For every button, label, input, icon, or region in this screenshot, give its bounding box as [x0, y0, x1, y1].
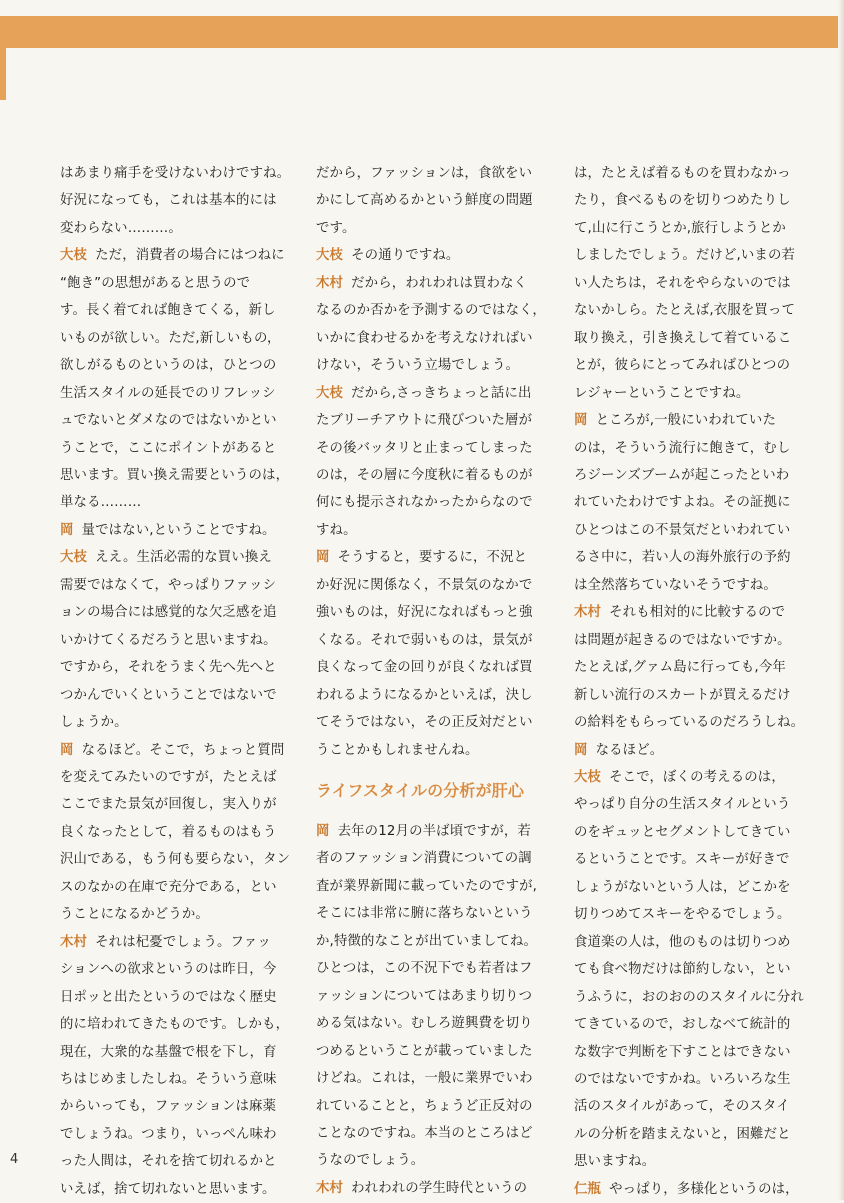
dialogue-paragraph [60, 544, 298, 736]
dialogue-text: ええ。生活必需的な買い換え 需要ではなくて，やっぱりファッシ ョンの場合には感覚的な欠乏感を追 いかけてくるだろうと思いますね。 ですから，それをうまく先へ先へと つかんでいくということではないで しょうか。 [60, 550, 277, 731]
speaker-name: 岡 [316, 550, 330, 566]
dialogue-text: はあまり痛手を受けないわけですね。 好況になっても，これは基本的には 変わらない………。 [60, 166, 291, 236]
dialogue-text: そうすると，要するに，不況と か好況に関係なく，不景気のなかで 強いものは，好況になればもっと強 くなる。それで弱いものは，景気が 良くなって金の回りが良くなれば買 われるようになるかといえば，決し てそうではない，その正反対だとい うことかもしれませんね。 [316, 550, 533, 758]
speaker-name: 岡 [60, 742, 74, 758]
speaker-name: 大枝 [316, 248, 344, 264]
speaker-name: 岡 [316, 823, 330, 839]
dialogue-text: やっぱり，多様化というのは， [609, 1181, 799, 1197]
dialogue-paragraph [316, 380, 554, 545]
dialogue-text: ただ，消費者の場合にはつねに “飽き”の思想があると思うので す。長く着てれば飽きてくる，新し いものが欲しい。ただ,新しいもの， 欲しがるものというのは，ひとつの 生活スタイルの延長でのリフレッシ ュでないとダメなのではないかとい うことで，ここにポイントがあると 思います。買い換え需要というのは， 単なる……… [60, 248, 290, 511]
page-edge-shadow [838, 0, 844, 1200]
dialogue-text: だから,さっきちょっと話に出 たブリーチアウトに飛びついた層が その後バッタリと止まってしまった のは，その層に今度秋に着るものが 何にも提示されなかったからなので すね。 [316, 385, 533, 538]
section-heading: ライフスタイルの分析が肝心 [316, 780, 525, 800]
dialogue-paragraph [316, 270, 554, 380]
dialogue-paragraph [60, 737, 298, 929]
dialogue-text: なるほど。そこで，ちょっと質問 を変えてみたいのですが，たとえば ここでまた景気が回復し，実入りが 良くなったとして，着るものはもう 沢山である，もう何も要らない，タン スのなかの在庫で充分である，とい うことになるかどうか。 [60, 742, 291, 923]
dialogue-paragraph [574, 407, 812, 599]
dialogue-text: は，たとえば着るものを買わなかっ たり，食べるものを切りつめたりし て,山に行こうとか,旅行しようとか しましたでしょう。だけど,いまの若 い人たちは，それをやらないのでは ないかしら。たとえば,衣服を買って 取り換え，引き換えして着ているこ とが，彼らにとってみればひとつの レジャーということですね。 [574, 166, 796, 401]
dialogue-text: それは杞憂でしょう。ファッ ションへの欲求というのは昨日，今 日ポッと出たというのではなく歴史 的に培われてきたものです。しかも， 現在，大衆的な基盤で根を下し，育 ちはじめましたしね。そういう意味 からいっても，ファッションは麻薬 でしょうね。つまり，いっぺん味わ った人間は，それを捨て切れるかと いえば，捨て切れないと思います。 [60, 934, 290, 1197]
dialogue-text: それも相対的に比較するので は問題が起きるのではないですか。 たとえば,グァム島に行っても,今年 新しい流行のスカートが買えるだけ の給料をもらっているのだろうしね。 [574, 605, 805, 731]
dialogue-paragraph [316, 818, 554, 1175]
dialogue-text: なるほど。 [595, 742, 664, 758]
speaker-name: 大枝 [316, 385, 344, 401]
dialogue-paragraph [316, 1175, 554, 1202]
dialogue-paragraph [316, 160, 554, 242]
dialogue-paragraph [316, 544, 554, 764]
dialogue-paragraph [574, 160, 812, 407]
left-color-notch [0, 48, 6, 100]
speaker-name: 木村 [316, 275, 344, 291]
speaker-name: 岡 [574, 742, 588, 758]
dialogue-paragraph [60, 517, 298, 544]
speaker-name: 仁瓶 [574, 1181, 602, 1197]
dialogue-paragraph [574, 1176, 812, 1203]
page-number: 4 [10, 1152, 19, 1167]
dialogue-text: だから，ファッションは，食欲をい かにして高めるかという鮮度の問題 です。 [316, 166, 533, 236]
dialogue-text: だから，われわれは買わなく なるのか否かを予測するのではなく， いかに食わせるかを考えなければい けない，そういう立場でしょう。 [316, 275, 546, 374]
dialogue-text: その通りですね。 [351, 248, 460, 264]
text-column-3 [574, 160, 812, 1203]
speaker-name: 木村 [316, 1180, 344, 1196]
dialogue-paragraph [60, 160, 298, 242]
dialogue-paragraph [60, 242, 298, 517]
dialogue-paragraph [574, 599, 812, 736]
dialogue-paragraph [574, 764, 812, 1176]
text-column-1 [60, 160, 298, 1203]
dialogue-paragraph [574, 737, 812, 764]
speaker-name: 木村 [574, 605, 602, 621]
dialogue-text: 量ではない,ということですね。 [81, 522, 276, 538]
dialogue-text: われわれの学生時代というの [351, 1180, 528, 1196]
dialogue-paragraph [316, 242, 554, 269]
speaker-name: 大枝 [60, 550, 88, 566]
speaker-name: 大枝 [574, 769, 602, 785]
dialogue-text: ところが,一般にいわれていた のは，そういう流行に飽きて，むし ろジーンズブームが起こったといわ れていたわけですよね。その証拠に ひとつはこの不景気だといわれてい るさ中に，若い人の海外旅行の予約 は全然落ちていないそうですね。 [574, 413, 791, 593]
speaker-name: 大枝 [60, 248, 88, 264]
dialogue-paragraph [60, 929, 298, 1203]
speaker-name: 木村 [60, 934, 88, 950]
dialogue-text: そこで，ぼくの考えるのは， やっぱり自分の生活スタイルという のをギュッとセグメントしてきてい るということです。スキーが好きで しょうがないという人は，どこかを 切りつめてスキーをやるでしょう。 食道楽の人は，他のものは切りつめ ても食べ物だけは節約しない，とい うふうに，おのおののスタイルに分れ てきているので，おしなべて統計的 な数字で判断を下すことはできない のではないですかね。いろいろな生 活のスタイルがあって，そのスタイ ルの分析を踏まえないと，困難だと 思いますね。 [574, 769, 804, 1170]
dialogue-text: 去年の12月の半ば頃ですが，若 者のファッション消費についての調 査が業界新聞に載っていたのですが, そこには非常に腑に落ちないという か,特徴的なことが出ていましてね。 ひとつは，この不況下でも若者はフ ァッションについてはあまり切りつ める気はない。むしろ遊興費を切り つめるということが載っていました けどね。これは，一般に業界でいわ れていることと，ちょうど正反対の ことなのですね。本当のところはど うなのでしょう。 [316, 823, 538, 1169]
speaker-name: 岡 [60, 522, 74, 538]
top-color-band [0, 16, 844, 48]
text-column-2 [316, 160, 554, 1202]
speaker-name: 岡 [574, 413, 588, 429]
